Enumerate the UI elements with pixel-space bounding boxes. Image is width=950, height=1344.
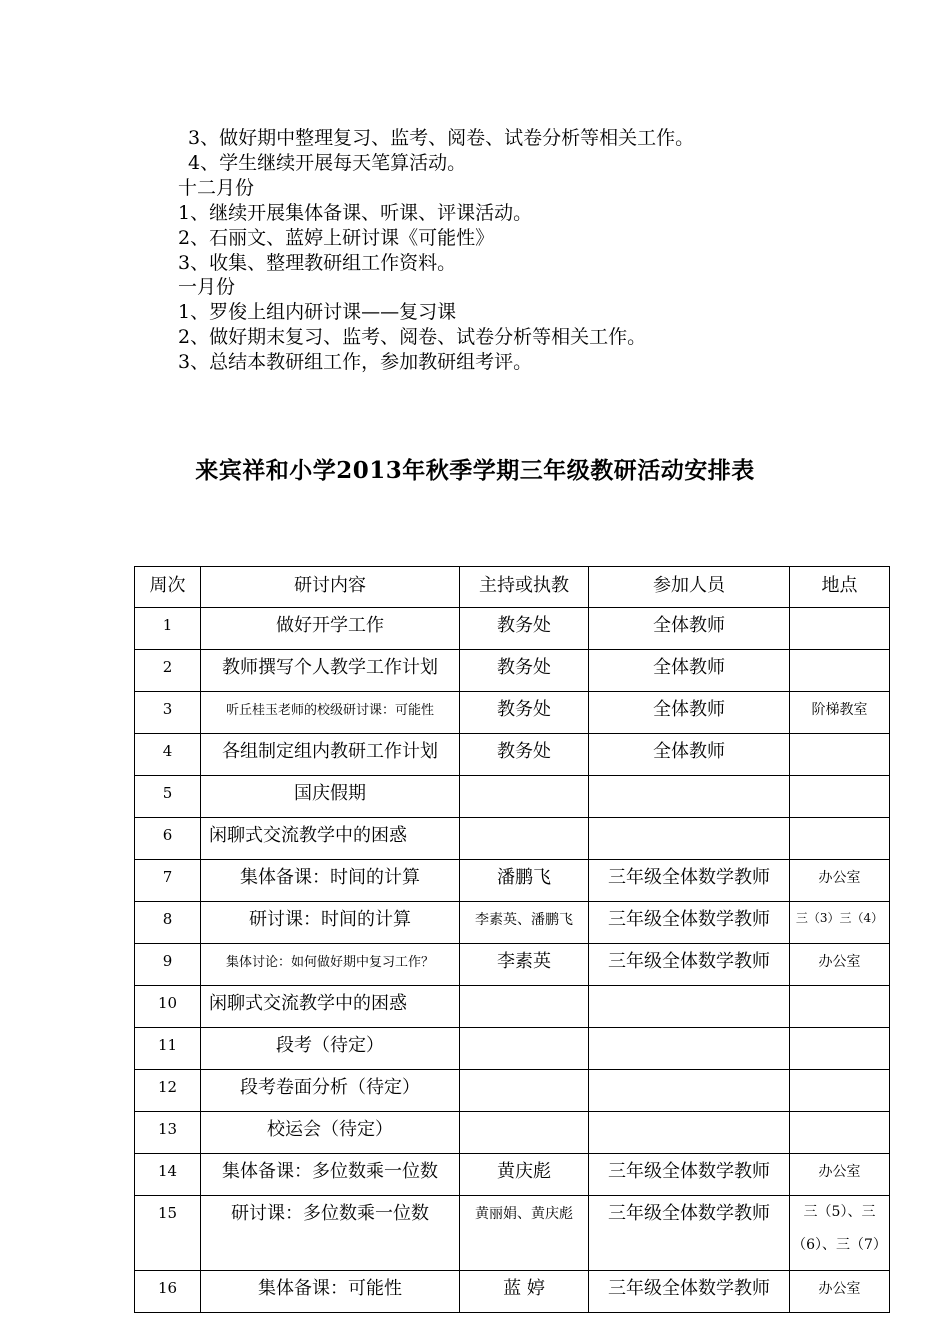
cell-content: 段考（待定） <box>201 1028 460 1070</box>
table-row <box>135 650 890 692</box>
cell-week: 9 <box>135 944 201 986</box>
plan-line: 3、总结本教研组工作，参加教研组考评。 <box>178 351 533 373</box>
table-row <box>135 860 890 902</box>
header-week: 周次 <box>135 567 201 608</box>
cell-week: 16 <box>135 1271 201 1313</box>
cell-content: 集体备课：时间的计算 <box>201 860 460 902</box>
cell-week: 3 <box>135 692 201 734</box>
cell-content: 闲聊式交流教学中的困惑 <box>201 818 460 860</box>
plan-line: 4、学生继续开展每天笔算活动。 <box>188 152 467 174</box>
cell-week: 6 <box>135 818 201 860</box>
cell-host <box>460 818 589 860</box>
plan-line: 2、做好期末复习、监考、阅卷、试卷分析等相关工作。 <box>178 326 647 348</box>
cell-location <box>790 1028 890 1070</box>
cell-location: 办公室 <box>790 944 890 986</box>
cell-location: 阶梯教室 <box>790 692 890 734</box>
cell-week: 11 <box>135 1028 201 1070</box>
cell-participants: 三年级全体数学教师 <box>589 860 790 902</box>
cell-host: 教务处 <box>460 692 589 734</box>
cell-host: 黄庆彪 <box>460 1154 589 1196</box>
plan-line: 3、做好期中整理复习、监考、阅卷、试卷分析等相关工作。 <box>188 127 695 149</box>
month-heading: 十二月份 <box>178 177 255 199</box>
table-header-row <box>135 567 890 608</box>
table-row <box>135 902 890 944</box>
cell-content: 研讨课：多位数乘一位数 <box>201 1196 460 1271</box>
cell-participants <box>589 1070 790 1112</box>
cell-content: 集体备课：多位数乘一位数 <box>201 1154 460 1196</box>
cell-content: 听丘桂玉老师的校级研讨课：可能性 <box>201 692 460 734</box>
cell-location <box>790 776 890 818</box>
cell-week: 8 <box>135 902 201 944</box>
cell-location: 办公室 <box>790 1271 890 1313</box>
cell-host <box>460 986 589 1028</box>
cell-content: 教师撰写个人教学工作计划 <box>201 650 460 692</box>
plan-line: 2、石丽文、蓝婷上研讨课《可能性》 <box>178 227 495 249</box>
cell-location: 办公室 <box>790 1154 890 1196</box>
cell-participants <box>589 986 790 1028</box>
cell-host: 李素英 <box>460 944 589 986</box>
cell-week: 15 <box>135 1196 201 1271</box>
cell-content: 研讨课：时间的计算 <box>201 902 460 944</box>
table-row <box>135 1070 890 1112</box>
table-row <box>135 986 890 1028</box>
cell-host <box>460 1070 589 1112</box>
header-host: 主持或执教 <box>460 567 589 608</box>
cell-content: 集体讨论：如何做好期中复习工作？ <box>201 944 460 986</box>
cell-content: 做好开学工作 <box>201 608 460 650</box>
cell-host: 李素英、潘鹏飞 <box>460 902 589 944</box>
cell-participants: 全体教师 <box>589 650 790 692</box>
cell-host: 潘鹏飞 <box>460 860 589 902</box>
plan-line: 1、罗俊上组内研讨课——复习课 <box>178 301 457 323</box>
cell-location <box>790 734 890 776</box>
cell-week: 10 <box>135 986 201 1028</box>
cell-participants: 三年级全体数学教师 <box>589 1196 790 1271</box>
table-row <box>135 1112 890 1154</box>
cell-week: 13 <box>135 1112 201 1154</box>
cell-host: 教务处 <box>460 650 589 692</box>
cell-host <box>460 1028 589 1070</box>
cell-week: 5 <box>135 776 201 818</box>
cell-location: 办公室 <box>790 860 890 902</box>
cell-week: 14 <box>135 1154 201 1196</box>
cell-location <box>790 818 890 860</box>
cell-location <box>790 608 890 650</box>
cell-week: 12 <box>135 1070 201 1112</box>
table-row <box>135 692 890 734</box>
table-row <box>135 1271 890 1313</box>
document-title: 来宾祥和小学2013年秋季学期三年级教研活动安排表 <box>195 457 755 484</box>
table-row <box>135 818 890 860</box>
table-row <box>135 944 890 986</box>
cell-content: 校运会（待定） <box>201 1112 460 1154</box>
cell-location <box>790 986 890 1028</box>
header-location: 地点 <box>790 567 890 608</box>
table-row <box>135 734 890 776</box>
cell-participants: 全体教师 <box>589 692 790 734</box>
cell-content: 国庆假期 <box>201 776 460 818</box>
schedule-table <box>134 566 890 1313</box>
cell-content: 闲聊式交流教学中的困惑 <box>201 986 460 1028</box>
cell-host: 教务处 <box>460 734 589 776</box>
cell-participants: 三年级全体数学教师 <box>589 1154 790 1196</box>
header-participants: 参加人员 <box>589 567 790 608</box>
cell-content: 各组制定组内教研工作计划 <box>201 734 460 776</box>
cell-participants <box>589 818 790 860</box>
cell-location <box>790 1112 890 1154</box>
cell-participants: 三年级全体数学教师 <box>589 902 790 944</box>
cell-participants <box>589 776 790 818</box>
cell-participants: 三年级全体数学教师 <box>589 944 790 986</box>
cell-participants: 全体教师 <box>589 608 790 650</box>
cell-participants <box>589 1112 790 1154</box>
cell-week: 4 <box>135 734 201 776</box>
cell-content: 段考卷面分析（待定） <box>201 1070 460 1112</box>
table-row <box>135 1196 890 1271</box>
table-row <box>135 608 890 650</box>
cell-host: 蓝 婷 <box>460 1271 589 1313</box>
cell-location <box>790 1070 890 1112</box>
cell-week: 7 <box>135 860 201 902</box>
cell-host: 教务处 <box>460 608 589 650</box>
table-row <box>135 1154 890 1196</box>
plan-line: 3、收集、整理教研组工作资料。 <box>178 252 457 274</box>
table-row <box>135 776 890 818</box>
cell-participants <box>589 1028 790 1070</box>
header-content: 研讨内容 <box>201 567 460 608</box>
cell-participants: 全体教师 <box>589 734 790 776</box>
cell-location <box>790 650 890 692</box>
cell-week: 2 <box>135 650 201 692</box>
cell-week: 1 <box>135 608 201 650</box>
cell-host <box>460 776 589 818</box>
cell-content: 集体备课：可能性 <box>201 1271 460 1313</box>
cell-location: 三（5）、三（6）、三（7） <box>790 1196 890 1271</box>
cell-location: 三（3）三（4） <box>790 902 890 944</box>
cell-host: 黄丽娟、黄庆彪 <box>460 1196 589 1271</box>
cell-participants: 三年级全体数学教师 <box>589 1271 790 1313</box>
month-heading: 一月份 <box>178 276 236 298</box>
cell-host <box>460 1112 589 1154</box>
table-row <box>135 1028 890 1070</box>
plan-line: 1、继续开展集体备课、听课、评课活动。 <box>178 202 533 224</box>
